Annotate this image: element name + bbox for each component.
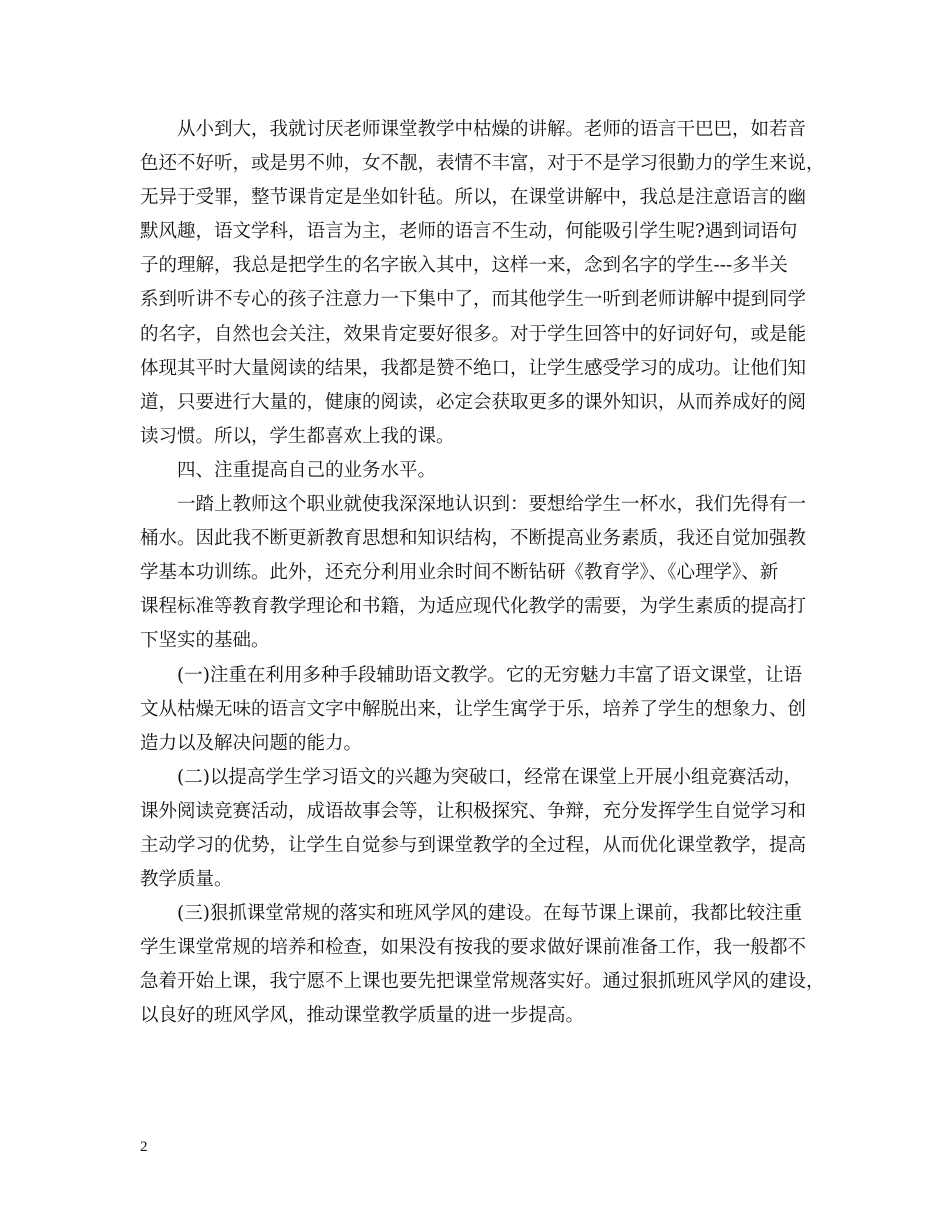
- text-line: 下坚实的基础。: [140, 630, 270, 652]
- text-line: 子的理解，我总是把学生的名字嵌入其中，这样一来，念到名字的学生---多半关: [140, 255, 788, 277]
- text-line: 学生课堂常规的培养和检查，如果没有按我的要求做好课前准备工作，我一般都不: [140, 937, 807, 959]
- section-heading: 四、注重提高自己的业务水平。: [140, 459, 437, 481]
- text-line: 从小到大，我就讨厌老师课堂教学中枯燥的讲解。老师的语言干巴巴，如若音: [140, 119, 807, 140]
- text-line: 体现其平时大量阅读的结果，我都是赞不绝口，让学生感受学习的成功。让他们知: [140, 357, 807, 379]
- text-line: 课程标准等教育教学理论和书籍，为适应现代化教学的需要，为学生素质的提高打: [140, 596, 807, 618]
- text-line: 主动学习的优势，让学生自觉参与到课堂教学的全过程，从而优化课堂教学，提高: [140, 834, 807, 856]
- text-line: 课外阅读竞赛活动，成语故事会等，让积极探究、争辩，充分发挥学生自觉学习和: [140, 800, 807, 822]
- text-line: 默风趣，语文学科，语言为主，老师的语言不生动，何能吸引学生呢?遇到词语句: [140, 221, 798, 243]
- document-body: [140, 113, 825, 1034]
- text-line: (二)以提高学生学习语文的兴趣为突破口，经常在课堂上开展小组竞赛活动，: [140, 766, 802, 788]
- text-line: (一)注重在利用多种手段辅助语文教学。它的无穷魅力丰富了语文课堂，让语: [140, 664, 802, 686]
- text-line: 的名字，自然也会关注，效果肯定要好很多。对于学生回答中的好词好句，或是能: [140, 323, 807, 345]
- text-line: 造力以及解决问题的能力。: [140, 732, 363, 754]
- text-line: 色还不好听，或是男不帅，女不靓，表情不丰富，对于不是学习很勤力的学生来说，: [140, 153, 825, 175]
- text-line: 以良好的班风学风，推动课堂教学质量的进一步提高。: [140, 1005, 585, 1027]
- text-line: 读习惯。所以，学生都喜欢上我的课。: [140, 425, 455, 447]
- text-line: 系到听讲不专心的孩子注意力一下集中了，而其他学生一听到老师讲解中提到同学: [140, 289, 807, 311]
- page-number: 2: [140, 1139, 148, 1155]
- text-line: 文从枯燥无味的语言文字中解脱出来，让学生寓学于乐，培养了学生的想象力、创: [140, 698, 807, 720]
- text-line: 教学质量。: [140, 869, 233, 891]
- text-line: 无异于受罪，整节课肯定是坐如针毡。所以，在课堂讲解中，我总是注意语言的幽: [140, 187, 807, 209]
- text-line: 道，只要进行大量的，健康的阅读，必定会获取更多的课外知识，从而养成好的阅: [140, 391, 807, 413]
- text-line: 一踏上教师这个职业就使我深深地认识到：要想给学生一杯水，我们先得有一: [140, 494, 807, 516]
- text-line: 学基本功训练。此外，还充分利用业余时间不断钻研《教育学》、《心理学》、新: [140, 562, 779, 584]
- text-line: 急着开始上课，我宁愿不上课也要先把课堂常规落实好。通过狠抓班风学风的建设，: [140, 971, 825, 993]
- text-line: 桶水。因此我不断更新教育思想和知识结构，不断提高业务素质，我还自觉加强教: [140, 528, 807, 550]
- text-line: (三)狠抓课堂常规的落实和班风学风的建设。在每节课上课前，我都比较注重: [140, 903, 802, 925]
